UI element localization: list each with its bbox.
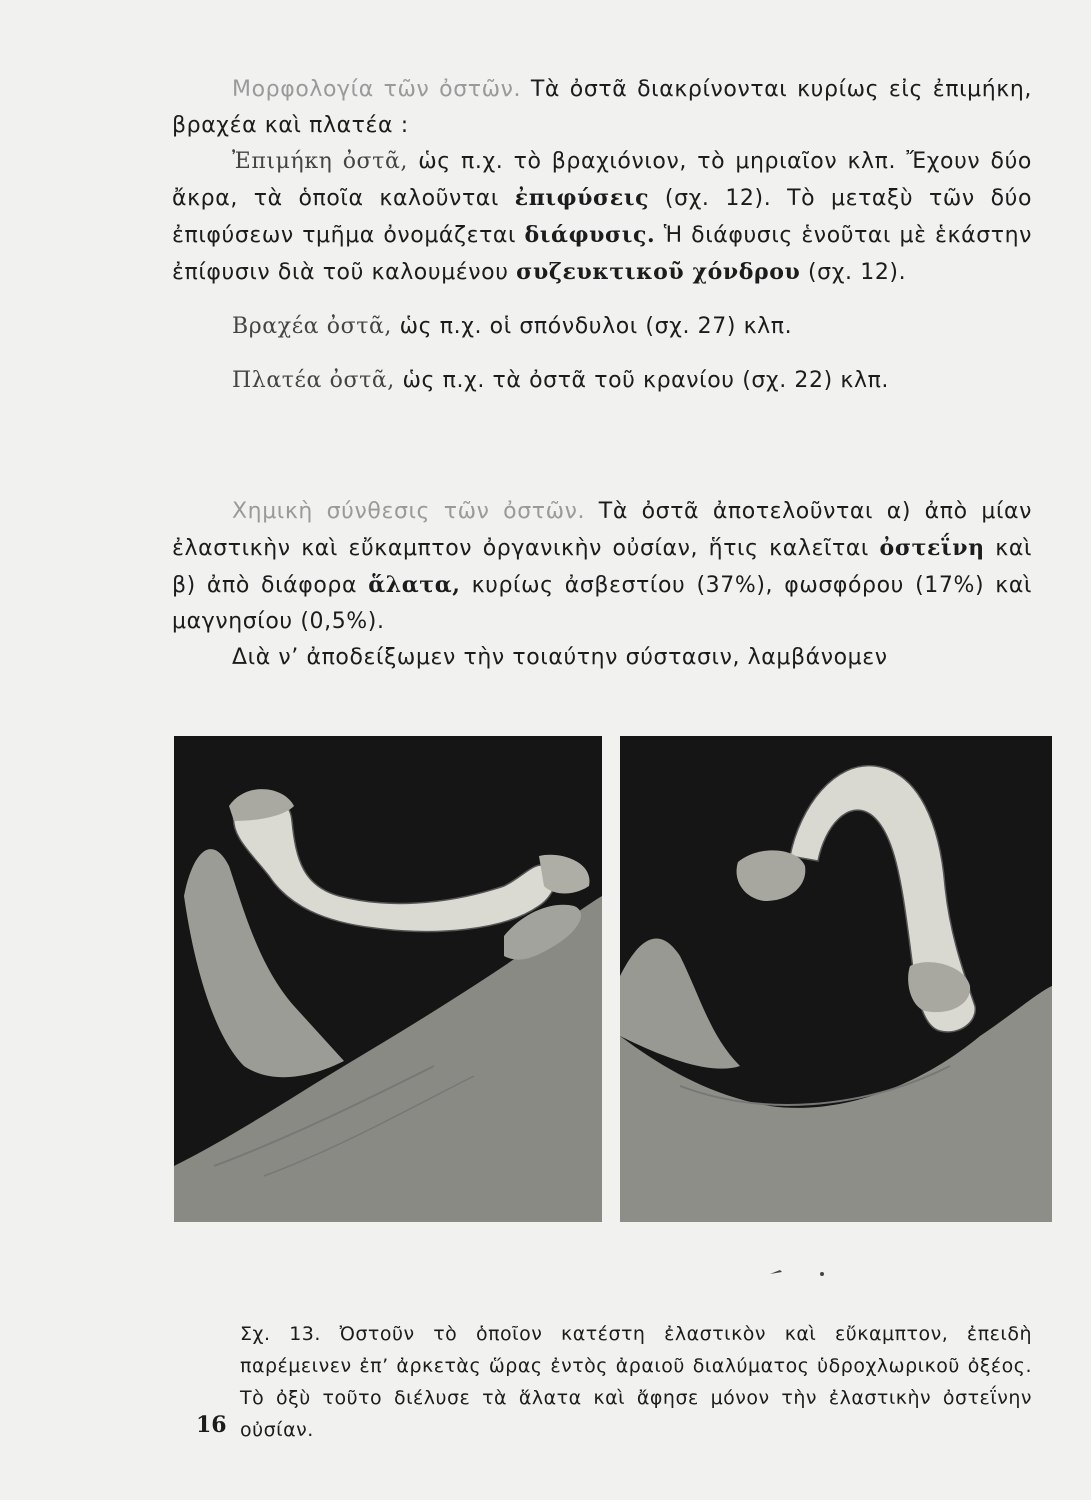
next-line: Διὰ ν’ ἀποδείξωμεν τὴν τοιαύτην σύστασιν, λαμβάνομεν — [232, 645, 888, 670]
chemistry-text-3: κυρίως ἀσβεστίου (37%), φωσφόρου (17%) καὶ μαγνησίου (0,5%). — [172, 573, 1032, 634]
diaphysis-term: διάφυσις. — [524, 222, 656, 248]
chemistry-text: Τὰ ὀστᾶ ἀποτελοῦνται α) ἀπὸ μίαν ἐλαστικὴν καὶ εὔκαμπτον ὀργανικὴν οὐσίαν, ἥτις καλεῖται — [172, 499, 1032, 561]
flat-bones-text: ὡς π.χ. τὰ ὀστᾶ τοῦ κρανίου (σχ. 22) κλπ. — [402, 368, 890, 393]
ostein-term: ὀστεΐνη — [879, 535, 985, 561]
morphology-section — [172, 72, 1032, 399]
chemistry-section — [172, 494, 1032, 676]
salts-term: ἅλατα, — [368, 572, 461, 598]
epiphyses-term: ἐπιφύσεις — [514, 185, 650, 211]
chemistry-paragraph — [172, 494, 1032, 640]
long-bones-paragraph — [172, 144, 1032, 291]
print-specks — [760, 1262, 850, 1282]
short-bones-paragraph — [172, 309, 1032, 345]
long-bones-text-4: (σχ. 12). — [808, 260, 907, 285]
long-bones-text-3: Ἡ διάφυσις ἑνοῦται μὲ ἑκάστην ἐπίφυσιν διὰ τοῦ καλουμένου — [172, 223, 1033, 285]
flat-bones-paragraph — [172, 363, 1032, 399]
morphology-intro: Τὰ ὀστᾶ διακρίνονται κυρίως εἰς ἐπιμήκη, βραχέα καὶ πλατέα : — [172, 77, 1032, 138]
cartilage-term: συζευκτικοῦ χόνδρου — [516, 259, 801, 285]
flat-bones-term: Πλατέα ὀστᾶ, — [232, 368, 395, 393]
long-bones-text: ὡς π.χ. τὸ βραχιόνιον, τὸ μηριαῖον κλπ. Ἔχουν δύο ἄκρα, τὰ ὁποῖα καλοῦνται — [172, 149, 1032, 211]
chemistry-text-2: καὶ β) ἀπὸ διάφορα — [172, 536, 1033, 598]
figure-caption: Σχ. 13. Ὀστοῦν τὸ ὁποῖον κατέστη ἐλαστικὸν καὶ εὔκαμπτον, ἐπειδὴ παρέμεινεν ἐπ’ ἀρκετὰς ὥρας ἐντὸς ἀραιοῦ διαλύματος ὑδροχλωρικοῦ ὀξέος. Τὸ ὀξὺ τοῦτο διέλυσε τὰ ἅλατα καὶ ἄφησε μόνον τὴν ἐλαστικὴν ὀστεΐνην οὐσίαν. — [240, 1323, 1032, 1441]
short-bones-term: Βραχέα ὀστᾶ, — [232, 314, 393, 339]
chemistry-heading: Χημικὴ σύνθεσις τῶν ὀστῶν. — [232, 499, 586, 524]
morphology-heading: Μορφολογία τῶν ὀστῶν. — [232, 77, 522, 102]
long-bones-text-2: (σχ. 12). Τὸ μεταξὺ τῶν δύο ἐπιφύσεων τμῆμα ὀνομάζεται — [172, 186, 1033, 248]
figure-13 — [172, 736, 1052, 1222]
short-bones-text: ὡς π.χ. οἱ σπόνδυλοι (σχ. 27) κλπ. — [399, 314, 793, 339]
photo-bone-arched-right — [620, 736, 1052, 1222]
morphology-paragraph — [172, 72, 1032, 144]
hand-holding-bone-illustration — [174, 736, 602, 1222]
long-bones-term: Ἐπιμήκη ὀστᾶ, — [232, 149, 408, 174]
page-number: 16 — [196, 1412, 227, 1438]
photo-bone-curved-left — [174, 736, 602, 1222]
bent-bone-illustration — [620, 736, 1052, 1222]
